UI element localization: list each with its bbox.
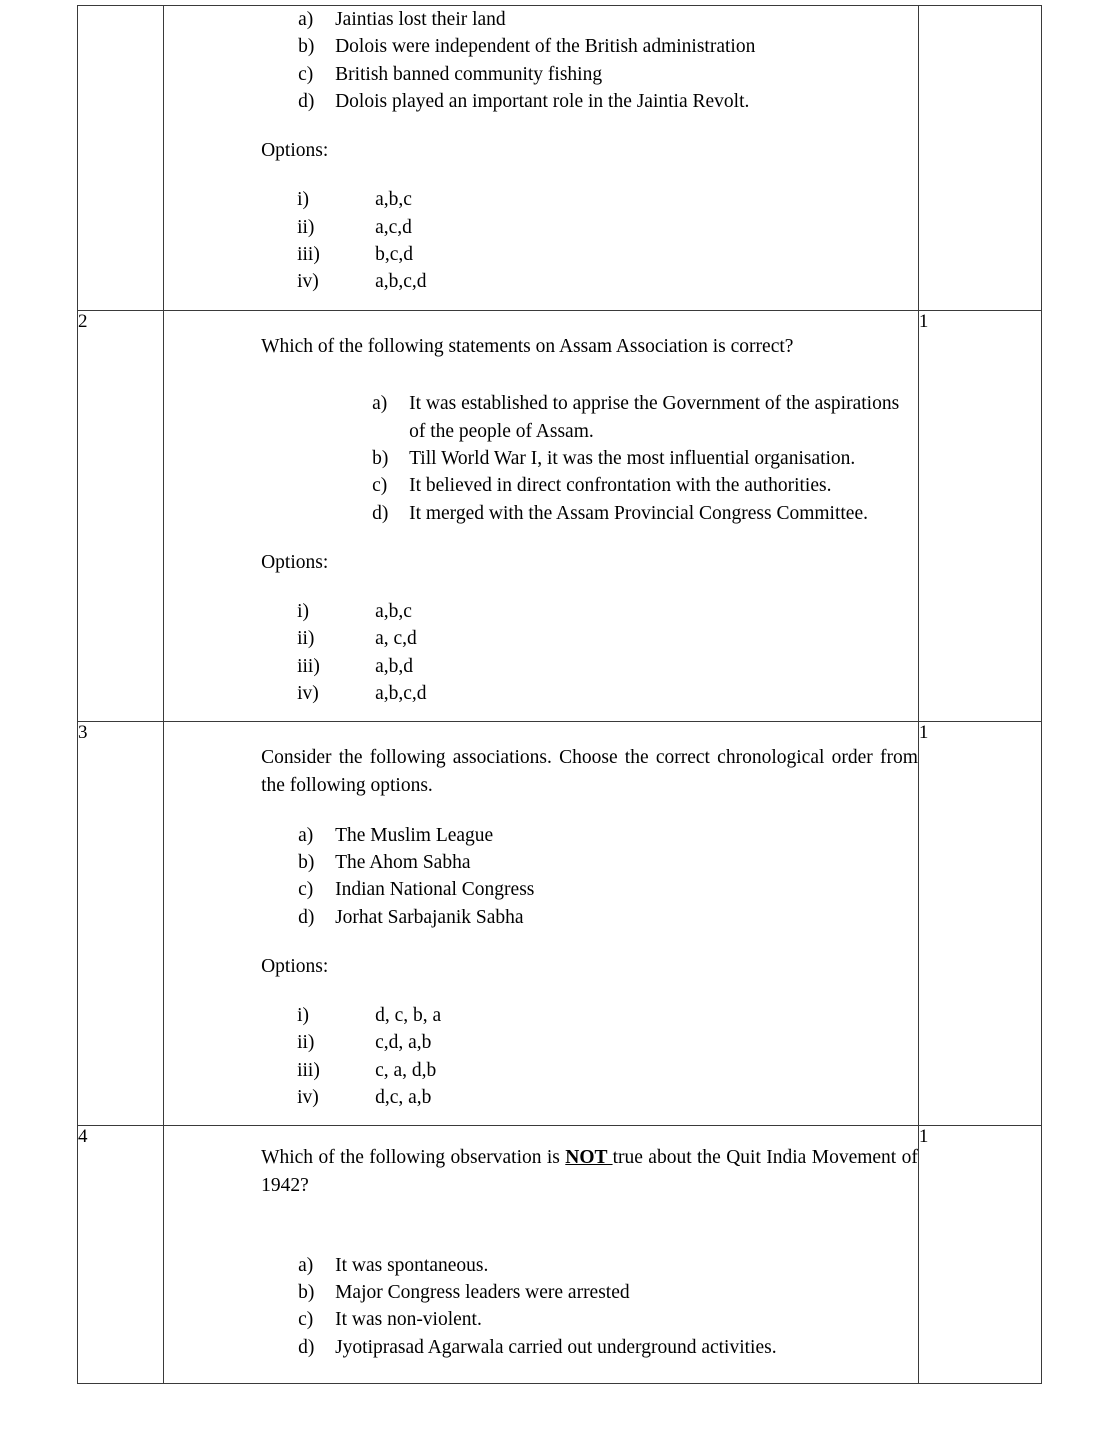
- statement-marker: a): [372, 393, 388, 415]
- list-item: [297, 1002, 918, 1029]
- question-number-cell: 4: [78, 1126, 164, 1384]
- option-marker: ii): [297, 216, 315, 238]
- statement-text: Dolois played an important role in the Jaintia Revolt.: [335, 90, 750, 112]
- spacer: [164, 164, 918, 186]
- spacer: [164, 980, 918, 1002]
- list-item: [372, 472, 918, 499]
- spacer: [164, 527, 918, 549]
- spacer: [164, 1200, 918, 1252]
- list-item: [297, 214, 918, 241]
- option-marker: iii): [297, 1059, 320, 1081]
- spacer: [164, 576, 918, 598]
- list-item: [297, 1084, 918, 1111]
- question-body-cell: [164, 6, 919, 311]
- statement-text: British banned community fishing: [335, 63, 603, 85]
- list-item: [297, 598, 918, 625]
- statement-marker: b): [372, 447, 389, 469]
- options-list: [297, 186, 918, 295]
- list-item: [372, 390, 918, 445]
- question-body-cell: [164, 722, 919, 1126]
- statement-text: It was spontaneous.: [335, 1254, 489, 1276]
- option-text: a,b,c,d: [375, 271, 427, 293]
- table-row: [78, 722, 1042, 1126]
- option-text: a,c,d: [375, 216, 412, 238]
- option-text: a,b,d: [375, 655, 413, 677]
- statement-text: The Ahom Sabha: [335, 852, 471, 873]
- options-list: [297, 1002, 918, 1111]
- option-marker: iv): [297, 1087, 319, 1109]
- statement-text: Jorhat Sarbajanik Sabha: [335, 906, 524, 928]
- option-marker: i): [297, 601, 309, 623]
- option-marker: iii): [297, 655, 320, 677]
- list-item: [298, 822, 918, 849]
- spacer: [164, 1111, 918, 1125]
- spacer: [164, 707, 918, 721]
- statement-text: It was established to apprise the Government of the aspirations of the people of Assam.: [409, 393, 900, 442]
- statement-list: [298, 6, 918, 115]
- option-text: d, c, b, a: [375, 1005, 442, 1027]
- marks-cell: [918, 6, 1041, 311]
- spacer: [164, 296, 918, 310]
- question-body-cell: [164, 310, 919, 722]
- marks-cell: 1: [918, 310, 1041, 722]
- question-prompt-part1: Which of the following observation is: [261, 1147, 566, 1169]
- spacer: [164, 800, 918, 822]
- list-item: [298, 1279, 918, 1306]
- list-item: [298, 1334, 918, 1361]
- list-item: [298, 61, 918, 88]
- option-marker: iii): [297, 244, 320, 266]
- statement-text: It believed in direct confrontation with the authorities.: [409, 475, 832, 497]
- option-text: a,b,c,d: [375, 683, 427, 705]
- option-marker: i): [297, 1005, 309, 1027]
- list-item: [298, 904, 918, 931]
- list-item: [298, 876, 918, 903]
- statement-list: [298, 822, 918, 931]
- question-number-cell: 3: [78, 722, 164, 1126]
- list-item: [297, 653, 918, 680]
- list-item: [297, 241, 918, 268]
- questions-table: [77, 5, 1042, 1384]
- table-row: [78, 6, 1042, 311]
- option-text: c,d, a,b: [375, 1032, 432, 1054]
- statement-marker: a): [298, 9, 314, 30]
- statement-marker: c): [372, 475, 388, 497]
- statement-marker: c): [298, 879, 314, 901]
- list-item: [297, 268, 918, 295]
- list-item: [298, 849, 918, 876]
- option-text: b,c,d: [375, 244, 413, 266]
- spacer: [164, 360, 918, 390]
- statement-marker: d): [372, 502, 389, 524]
- statement-list: [372, 390, 918, 526]
- spacer: [164, 1361, 918, 1383]
- statement-marker: a): [298, 1254, 314, 1276]
- statement-text: It merged with the Assam Provincial Congress Committee.: [409, 502, 868, 524]
- list-item: [297, 625, 918, 652]
- option-text: a,b,c: [375, 601, 412, 623]
- option-text: d,c, a,b: [375, 1087, 432, 1109]
- option-marker: ii): [297, 628, 315, 650]
- list-item: [298, 88, 918, 115]
- spacer: [164, 931, 918, 953]
- statement-marker: b): [298, 1282, 315, 1304]
- options-label: Options:: [261, 140, 329, 162]
- option-marker: i): [297, 189, 309, 211]
- option-marker: ii): [297, 1032, 315, 1054]
- question-prompt: Which of the following statements on Assam Association is correct?: [261, 335, 794, 357]
- statement-text: Indian National Congress: [335, 879, 535, 901]
- option-marker: iv): [297, 271, 319, 293]
- statement-marker: c): [298, 1309, 314, 1331]
- list-item: [372, 445, 918, 472]
- table-row: [78, 310, 1042, 722]
- marks-cell: 1: [918, 1126, 1041, 1384]
- options-label: Options:: [261, 955, 329, 977]
- table-row: [78, 1126, 1042, 1384]
- option-text: a, c,d: [375, 628, 417, 650]
- statement-marker: d): [298, 90, 315, 112]
- list-item: [297, 1057, 918, 1084]
- list-item: [297, 680, 918, 707]
- statement-text: The Muslim League: [335, 824, 494, 846]
- question-number-cell: 2: [78, 310, 164, 722]
- statement-marker: d): [298, 906, 315, 928]
- list-item: [297, 1029, 918, 1056]
- question-body-cell: [164, 1126, 919, 1384]
- spacer: [164, 115, 918, 137]
- list-item: [372, 500, 918, 527]
- question-number-cell: [78, 6, 164, 311]
- statement-marker: d): [298, 1336, 315, 1358]
- marks-cell: 1: [918, 722, 1041, 1126]
- statement-text: Jaintias lost their land: [335, 9, 506, 30]
- options-list: [297, 598, 918, 707]
- statement-text: Major Congress leaders were arrested: [335, 1282, 630, 1304]
- question-prompt: [164, 1126, 918, 1199]
- options-label: Options:: [261, 551, 329, 573]
- statement-text: Dolois were independent of the British administration: [335, 36, 756, 58]
- list-item: [298, 6, 918, 33]
- statement-text: Till World War I, it was the most influential organisation.: [409, 447, 856, 469]
- option-marker: iv): [297, 683, 319, 705]
- option-text: c, a, d,b: [375, 1059, 437, 1081]
- statement-text: It was non-violent.: [335, 1309, 482, 1331]
- list-item: [298, 33, 918, 60]
- statement-marker: b): [298, 852, 315, 873]
- statement-marker: b): [298, 36, 315, 58]
- option-text: a,b,c: [375, 189, 412, 211]
- statement-marker: c): [298, 63, 314, 85]
- question-prompt: Consider the following associations. Choose the correct chronological order from the following options.: [261, 747, 918, 797]
- list-item: [298, 1252, 918, 1279]
- statement-text: Jyotiprasad Agarwala carried out underground activities.: [335, 1336, 777, 1358]
- list-item: [298, 1306, 918, 1333]
- list-item: [297, 186, 918, 213]
- question-prompt-part2: true about the Quit India Movement of 1942?: [261, 1147, 918, 1197]
- question-prompt-emphasis: NOT: [565, 1147, 613, 1169]
- statement-list: [298, 1252, 918, 1361]
- statement-marker: a): [298, 824, 314, 846]
